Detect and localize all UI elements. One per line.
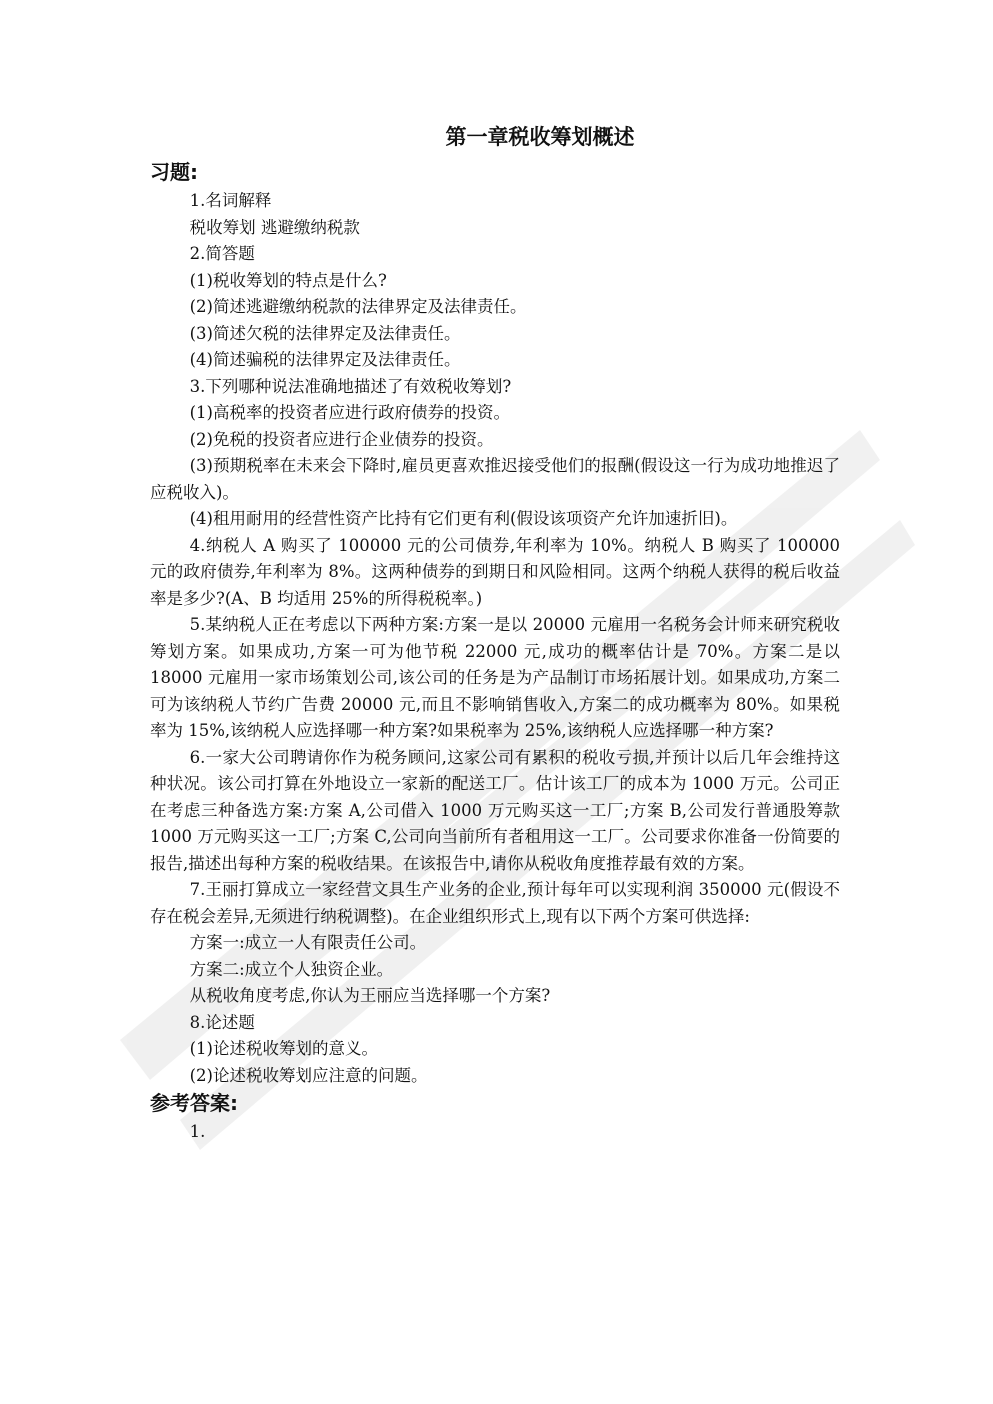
exercise-line: (3)预期税率在未来会下降时,雇员更喜欢推迟接受他们的报酬(假设这一行为成功地推迟了应税收入)。 (150, 456, 840, 502)
exercise-line: 7.王丽打算成立一家经营文具生产业务的企业,预计每年可以实现利润 350000 元(假设不存在税会差异,无须进行纳税调整)。在企业组织形式上,现有以下两个方案可供选择: (150, 880, 840, 926)
exercise-line: (1)论述税收筹划的意义。 (189, 1039, 378, 1058)
exercise-line: (4)简述骗税的法律界定及法律责任。 (189, 350, 461, 369)
exercise-list (150, 188, 840, 1089)
exercise-line: (3)简述欠税的法律界定及法律责任。 (189, 323, 461, 343)
exercise-line: 5.某纳税人正在考虑以下两种方案:方案一是以 20000 元雇用一名税务会计师来研究税收筹划方案。如果成功,方案一可为他节税 22000 元,成功的概率估计是 70%。方案二是以 18000 元雇用一家市场策划公司,该公司的任务是为产品制订市场拓展计划。如果成功,方案二可为该纳税人节约广告费 20000 元,而且不影响销售收入,方案二的成功概率为 80%。如果税率为 15%,该纳税人应选择哪一种方案?如果税率为 25%,该纳税人应选择哪一种方案? (150, 615, 840, 740)
exercise-line: (1)税收筹划的特点是什么? (189, 270, 387, 290)
exercise-line: (2)免税的投资者应进行企业债券的投资。 (189, 429, 494, 449)
exercise-line: 8.论述题 (189, 1012, 255, 1032)
exercise-line: (2)简述逃避缴纳税款的法律界定及法律责任。 (189, 297, 527, 316)
answers-heading: 参考答案: (150, 1091, 238, 1115)
exercise-line: (4)租用耐用的经营性资产比持有它们更有利(假设该项资产允许加速折旧)。 (189, 509, 738, 528)
exercise-line: 6.一家大公司聘请你作为税务顾问,这家公司有累积的税收亏损,并预计以后几年会维持这种状况。该公司打算在外地设立一家新的配送工厂。估计该工厂的成本为 1000 万元。公司正在考虑三种备选方案:方案 A,公司借入 1000 万元购买这一工厂;方案 B,公司发行普通股筹款 1000 万元购买这一工厂;方案 C,公司向当前所有者租用这一工厂。公司要求你准备一份简要的报告,描述出每种方案的税收结果。在该报告中,请你从税收角度推荐最有效的方案。 (150, 747, 840, 873)
chapter-title: 第一章税收筹划概述 (445, 125, 635, 149)
exercise-line: 4.纳税人 A 购买了 100000 元的公司债券,年利率为 10%。纳税人 B 购买了 100000 元的政府债券,年利率为 8%。这两种债券的到期日和风险相同。这两个纳税人获得的税后收益率是多少?(A、B 均适用 25%的所得税税率。) (150, 535, 840, 608)
exercise-line: 税收筹划 逃避缴纳税款 (189, 217, 360, 237)
answer-list (150, 1119, 840, 1146)
exercise-line: 1.名词解释 (189, 191, 272, 210)
answer-line: 1. (189, 1122, 206, 1141)
document-page (150, 120, 840, 1146)
exercises-heading: 习题: (150, 160, 198, 184)
exercise-line: 从税收角度考虑,你认为王丽应当选择哪一个方案? (189, 986, 551, 1005)
exercise-line: (2)论述税收筹划应注意的问题。 (189, 1065, 428, 1085)
exercise-line: 2.简答题 (189, 244, 255, 263)
exercise-line: 方案二:成立个人独资企业。 (189, 959, 394, 979)
exercise-line: 3.下列哪种说法准确地描述了有效税收筹划? (189, 376, 512, 396)
exercise-line: (1)高税率的投资者应进行政府债券的投资。 (189, 403, 510, 422)
exercise-line: 方案一:成立一人有限责任公司。 (189, 933, 427, 952)
